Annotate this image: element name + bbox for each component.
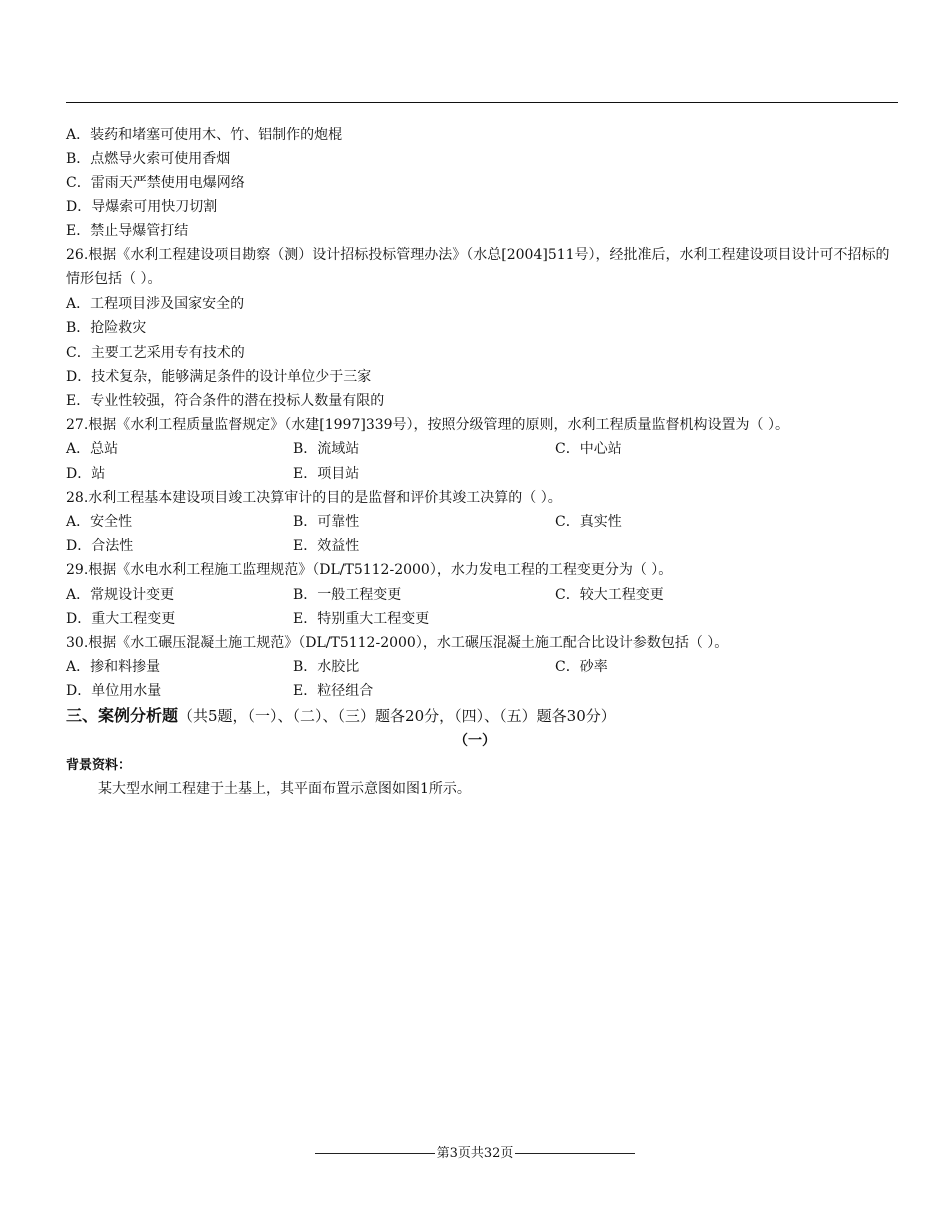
q27-option-b: B．流域站 (293, 441, 360, 457)
footer-rule-left (315, 1153, 435, 1154)
q30-option-b: B．水胶比 (293, 659, 360, 675)
q29-option-c: C．较大工程变更 (555, 587, 664, 603)
q30-option-c: C．砂率 (555, 659, 608, 675)
q27-option-e: E．项目站 (293, 466, 360, 482)
q30-option-d: D．单位用水量 (66, 683, 162, 699)
q30-option-e: E．粒径组合 (293, 683, 374, 699)
q28-option-c: C．真实性 (555, 514, 622, 530)
q28-option-d: D．合法性 (66, 538, 134, 554)
q25-option-c: C．雷雨天严禁使用电爆网络 (66, 175, 245, 191)
page-number: 第3页共32页 (436, 1146, 514, 1161)
q27-option-a: A．总站 (66, 441, 119, 457)
q28-option-b: B．可靠性 (293, 514, 360, 530)
q29-option-d: D．重大工程变更 (66, 611, 176, 627)
q29-option-b: B．一般工程变更 (293, 587, 402, 603)
case-number: （一） (454, 733, 496, 749)
q29-stem: 29.根据《水电水利工程施工监理规范》（DL/T5112-2000），水力发电工程的工程变更分为（ ）。 (66, 562, 673, 578)
footer-rule-right (515, 1153, 635, 1154)
q26-option-d: D．技术复杂，能够满足条件的设计单位少于三家 (66, 369, 372, 385)
q25-option-a: A．装药和堵塞可使用木、竹、铝制作的炮棍 (66, 127, 343, 143)
q25-option-e: E．禁止导爆管打结 (66, 223, 189, 239)
background-text: 某大型水闸工程建于土基上，其平面布置示意图如图1所示。 (98, 781, 471, 797)
q28-option-a: A．安全性 (66, 514, 133, 530)
q30-option-a: A．掺和料掺量 (66, 659, 161, 675)
q27-stem: 27.根据《水利工程质量监督规定》（水建[1997]339号），按照分级管理的原则，水利工程质量监督机构设置为（ ）。 (66, 417, 789, 433)
header-rule (66, 102, 898, 103)
q29-option-a: A．常规设计变更 (66, 587, 175, 603)
q27-option-c: C．中心站 (555, 441, 622, 457)
q26-option-c: C．主要工艺采用专有技术的 (66, 345, 245, 361)
q29-option-e: E．特别重大工程变更 (293, 611, 430, 627)
q26-option-e: E．专业性较强，符合条件的潜在投标人数量有限的 (66, 393, 385, 409)
q30-stem: 30.根据《水工碾压混凝土施工规范》（DL/T5112-2000），水工碾压混凝土施工配合比设计参数包括（ ）。 (66, 635, 729, 651)
section-heading (66, 706, 616, 726)
q26-option-a: A．工程项目涉及国家安全的 (66, 296, 245, 312)
q25-option-b: B．点燃导火索可使用香烟 (66, 151, 231, 167)
q27-option-d: D．站 (66, 466, 106, 482)
q28-option-e: E．效益性 (293, 538, 360, 554)
page-footer (0, 1146, 950, 1162)
q26-stem: 26.根据《水利工程建设项目勘察（测）设计招标投标管理办法》（水总[2004]511号），经批准后，水利工程建设项目设计可不招标的情形包括（ ）。 (66, 247, 890, 287)
background-label: 背景资料： (66, 758, 132, 773)
q25-option-d: D．导爆索可用快刀切割 (66, 199, 218, 215)
q28-stem: 28.水利工程基本建设项目竣工决算审计的目的是监督和评价其竣工决算的（ ）。 (66, 490, 562, 506)
section-subtitle: （共5题，（一）、（二）、（三）题各20分，（四）、（五）题各30分） (178, 707, 616, 725)
q26-option-b: B．抢险救灾 (66, 320, 147, 336)
section-title: 三、案例分析题 (66, 706, 179, 725)
